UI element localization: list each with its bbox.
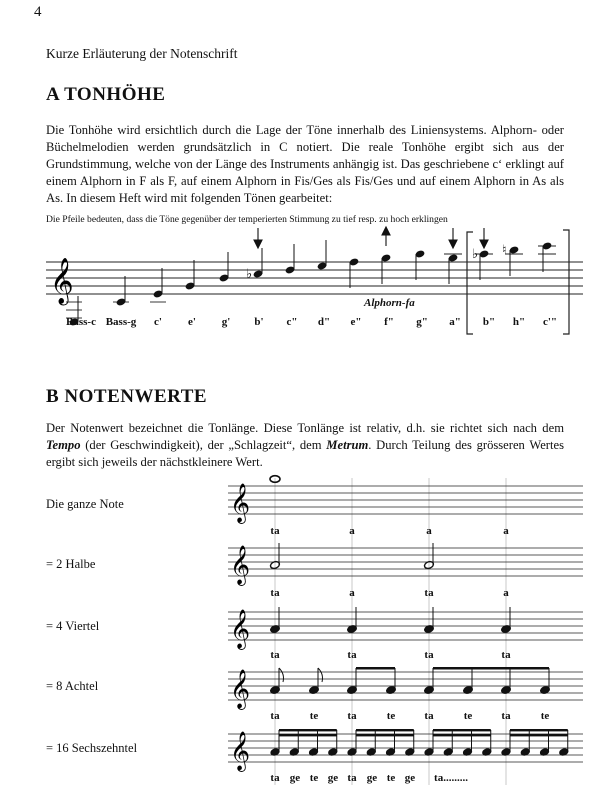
note-label: b' [254,316,264,328]
syllable: ta [424,710,434,722]
syllable: a [349,525,355,537]
syllable: ta [270,772,280,784]
flat-icon: ♭ [246,267,253,282]
note-beam [510,729,568,731]
syllable: te [540,710,550,722]
paragraph-text: Der Notenwert bezeichnet die Tonlänge. Diese Tonlänge ist relativ, d.h. sie richtet sich nach dem [46,421,564,435]
paragraph-text: . Durch Teilung des grösseren Wertes ergibt sich jeweils der nächstkleinere Wert. [46,438,564,469]
note-label: e" [350,316,362,328]
section-b-heading: B NOTENWERTE [46,386,208,407]
flat-icon: ♭ [472,247,479,262]
page-number: 4 [34,4,42,20]
syllable: ge [404,772,416,784]
note-beam [356,734,414,736]
note-label: d" [317,316,331,328]
row-label-quarters: = 4 Viertel [46,619,100,633]
treble-clef-icon: 𝄞 [230,483,251,523]
syllable: ta [270,649,280,661]
natural-icon: ♮ [502,243,507,258]
syllable: te [463,710,473,722]
treble-clef-icon: 𝄞 [230,545,251,585]
syllable: ta [501,649,511,661]
note-label: h" [512,316,526,328]
note-label: c" [286,316,298,328]
note-label: b" [482,316,496,328]
syllable: ta [270,587,280,599]
row-label-sixteenths: = 16 Sechszehntel [46,741,138,755]
treble-clef-icon: 𝄞 [230,669,251,709]
row-label-eighths: = 8 Achtel [46,679,99,693]
syllable: ta [424,649,434,661]
note-beam [433,729,491,731]
note-label: c' [154,316,162,328]
syllable: ta [270,710,280,722]
syllable: ta......... [434,772,468,784]
metrum-term: Metrum [326,438,369,452]
page-subtitle: Kurze Erläuterung der Notenschrift [46,46,238,61]
syllable: a [349,587,355,599]
syllable: a [503,587,509,599]
note-beam [356,729,414,731]
note-label: g" [416,316,428,328]
treble-clef-icon: 𝄞 [230,731,251,771]
syllable: a [426,525,432,537]
note-label: c'" [542,316,558,328]
note-beam [433,734,491,736]
paragraph-text: (der Geschwindigkeit), der „Schlagzeit“, dem [80,438,327,452]
note-label: Bass-g [105,316,137,328]
note-label: a" [449,316,461,328]
syllable: ta [501,710,511,722]
syllable: te [386,772,396,784]
syllable: a [503,525,509,537]
note-label: e' [188,316,196,328]
tempo-term: Tempo [46,438,81,452]
syllable: ta [347,649,357,661]
note-label: Bass-c [66,316,96,328]
syllable: te [386,710,396,722]
syllable: ge [327,772,339,784]
section-a-paragraph: Die Tonhöhe wird ersichtlich durch die Lage der Töne innerhalb des Liniensystems. Alphorn- oder Büchelmelodien werden grundsätzlich in C notiert. Die reale Tonhöhe ergibt sich aus der Grundstimmung, welche von der Länge des Instruments anhängig ist. Das geschriebene c‘ erklingt auf einem Alphorn in F als F, auf einem Alphorn in Fis/Ges als Fis/Ges und auf einem Alphorn in As als As. In diesem Heft wird mit folgenden Tönen gearbeitet: [46,123,564,205]
row-label-whole: Die ganze Note [46,497,124,511]
arrow-caption: Die Pfeile bedeuten, dass die Töne gegenüber der temperierten Stimmung zu tief resp. zu hoch erklingen [46,214,448,225]
treble-clef-icon: 𝄞 [230,609,251,649]
note-label: g' [221,316,231,328]
syllable: ta [347,772,357,784]
note-beam [279,729,337,731]
section-a-heading: A TONHÖHE [46,84,166,105]
treble-clef-icon: 𝄞 [50,258,74,304]
syllable: te [309,772,319,784]
syllable: ge [289,772,301,784]
alphorn-fa-label: Alphorn-fa [364,297,415,309]
syllable: ta [424,587,434,599]
syllable: te [309,710,319,722]
note-label: f" [384,316,394,328]
syllable: ge [366,772,378,784]
note-beam [510,734,568,736]
syllable: ta [270,525,280,537]
syllable: ta [347,710,357,722]
note-beam [279,734,337,736]
row-label-halves: = 2 Halbe [46,557,96,571]
